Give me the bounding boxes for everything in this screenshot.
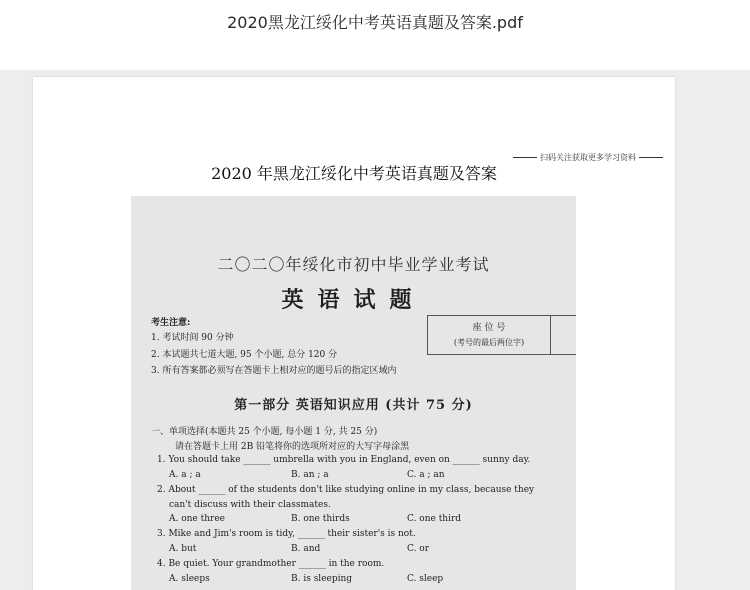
option: C. one third — [407, 514, 462, 524]
pdf-page[interactable] — [33, 77, 675, 590]
question: 2. About ______ of the students don't like studying online in my class, because they — [157, 485, 535, 495]
seat-number-box — [427, 315, 551, 355]
question: 1. You should take ______ umbrella with you in England, even on ______ sunny day. — [157, 455, 531, 465]
section-title: 一、单项选择(本题共 25 个小题, 每小题 1 分, 共 25 分) — [151, 427, 378, 437]
option: C. sleep — [407, 574, 444, 584]
page-heading: 2020 年黑龙江绥化中考英语真题及答案 — [211, 164, 497, 183]
option: B. an ; a — [291, 470, 329, 480]
notice-title: 考生注意: — [151, 318, 191, 328]
option: C. a ; an — [407, 470, 445, 480]
promo-right-rule — [639, 157, 663, 158]
option: A. sleeps — [169, 574, 210, 584]
promo-left-rule — [513, 157, 537, 158]
option: A. a ; a — [169, 470, 201, 480]
seat-hint: (考号的最后两位字) — [453, 338, 525, 347]
scanned-exam-image — [131, 196, 576, 590]
option: B. one thirds — [291, 514, 350, 524]
question-continuation: can't discuss with their classmates. — [169, 500, 331, 510]
notice-item: 3. 所有答案都必须写在答题卡上相对应的题号后的指定区域内 — [151, 366, 397, 376]
promo-text: 扫码关注获取更多学习资料 — [540, 152, 636, 162]
section-instruction: 请在答题卡上用 2B 铅笔将你的选项所对应的大写字母涂黑 — [175, 442, 410, 452]
option: A. but — [169, 544, 197, 554]
exam-title: 二〇二〇年绥化市初中毕业学业考试 — [217, 255, 490, 274]
option: B. is sleeping — [291, 574, 353, 584]
exam-subject: 英语试题 — [281, 287, 426, 313]
part-title: 第一部分 英语知识应用 (共计 75 分) — [234, 398, 473, 413]
option: A. one three — [169, 514, 225, 524]
question: 4. Be quiet. Your grandmother ______ in the room. — [157, 559, 385, 569]
notice-item: 2. 本试题共七道大题, 95 个小题, 总分 120 分 — [151, 350, 338, 360]
title-bar — [0, 0, 750, 70]
question: 3. Mike and Jim's room is tidy, ______ their sister's is not. — [157, 529, 416, 539]
option: C. or — [407, 544, 430, 554]
option: B. and — [291, 544, 321, 554]
document-title: 2020黑龙江绥化中考英语真题及答案.pdf — [227, 13, 523, 32]
notice-item: 1. 考试时间 90 分钟 — [151, 333, 234, 343]
seat-cell — [550, 315, 576, 355]
seat-label: 座 位 号 — [472, 323, 506, 333]
